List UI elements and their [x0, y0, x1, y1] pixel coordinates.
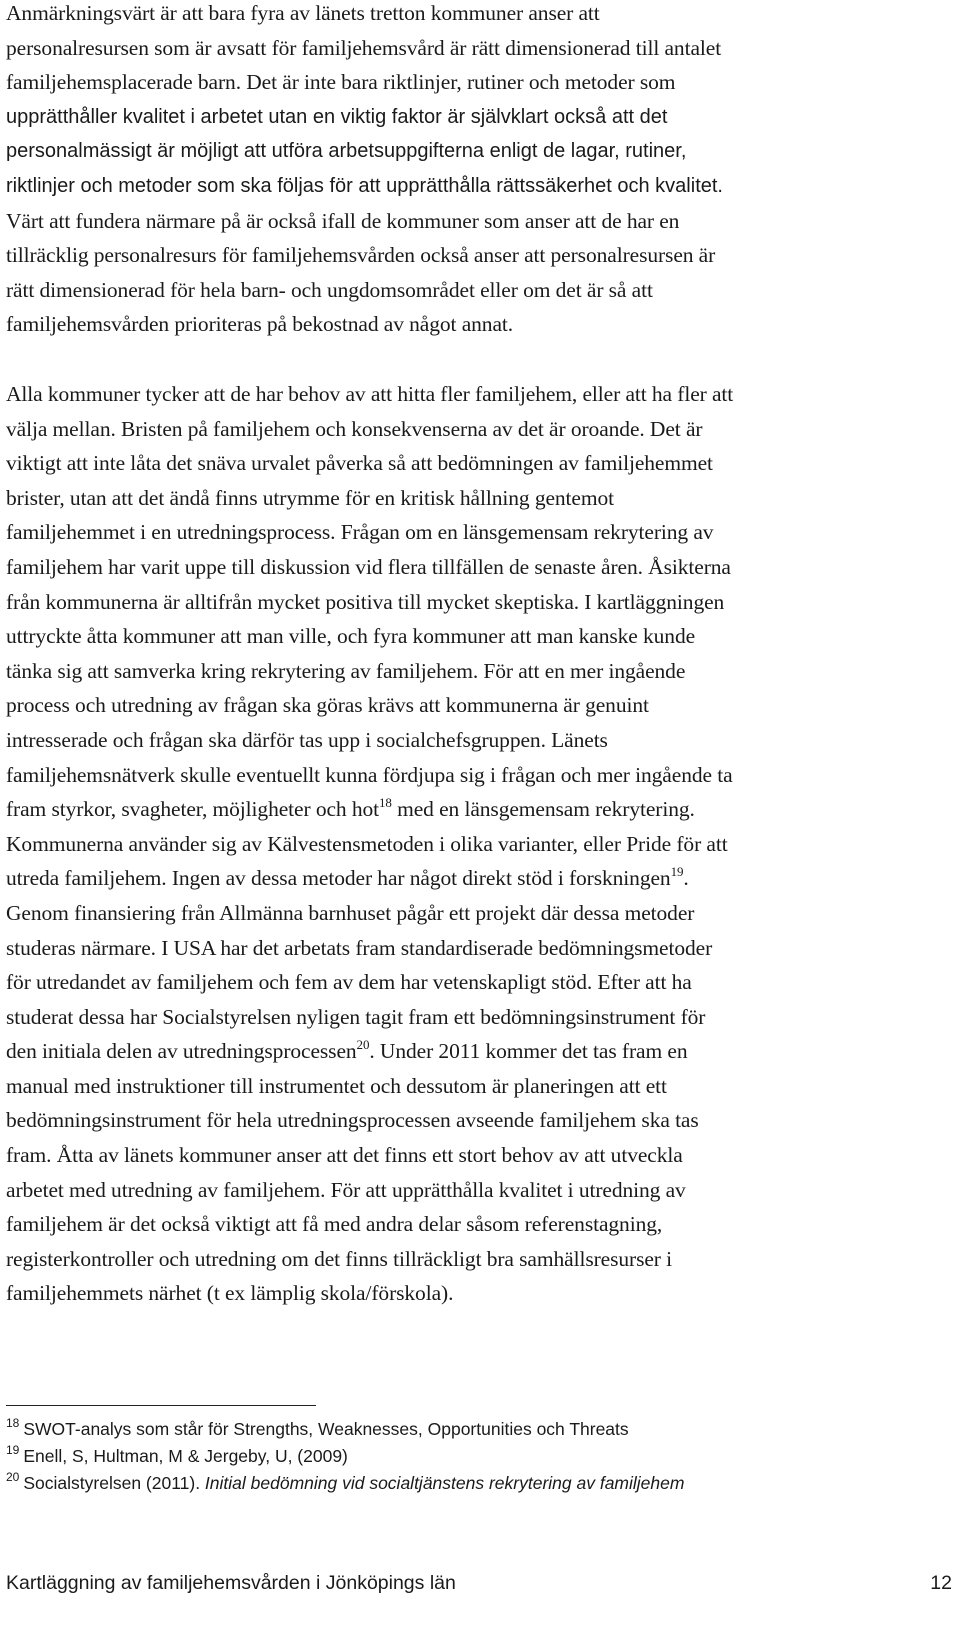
footnote-text: Enell, S, Hultman, M & Jergeby, U, (2009) [23, 1446, 348, 1466]
text-line: personalresursen som är avsatt för familjehemsvård är rätt dimensionerad till antalet [6, 35, 722, 60]
footnote-20 [6, 1470, 936, 1497]
footnote-number: 19 [6, 1443, 20, 1457]
footnote-text: Socialstyrelsen (2011). [23, 1473, 205, 1493]
text-line: studeras närmare. I USA har det arbetats fram standardiserade bedömningsmetoder [6, 935, 713, 960]
text-line: bedömningsinstrument för hela utredningsprocessen avseende familjehem ska tas [6, 1108, 699, 1133]
text-run: . Under 2011 kommer det tas fram en [369, 1039, 688, 1064]
footnote-number: 20 [6, 1470, 20, 1484]
text-line: upprätthåller kvalitet i arbetet utan en viktig faktor är självklart också att det [6, 105, 668, 128]
footnotes [6, 1416, 936, 1497]
text-run: den initiala delen av utredningsprocessen [6, 1039, 357, 1064]
text-line: fram. Åtta av länets kommuner anser att det finns ett stort behov av att utveckla [6, 1143, 683, 1168]
text-line: brister, utan att det ändå finns utrymme för en kritisk hållning gentemot [6, 485, 615, 510]
footnote-italic-title: Initial bedömning vid socialtjänstens rekrytering av familjehem [204, 1473, 685, 1493]
text-run: utreda familjehem. Ingen av dessa metoder har något direkt stöd i forskningen [6, 866, 671, 891]
text-line: familjehemsplacerade barn. Det är inte bara riktlinjer, rutiner och metoder som [6, 70, 676, 95]
text-run: fram styrkor, svagheter, möjligheter och hot [6, 797, 380, 822]
text-line: registerkontroller och utredning om det finns tillräckligt bra samhällsresurser i [6, 1246, 672, 1271]
text-line: familjehemmets närhet (t ex lämplig skola/förskola). [6, 1281, 454, 1306]
paragraph-2 [6, 377, 936, 1311]
paragraph-1 [6, 0, 936, 342]
text-line: från kommunerna är alltifrån mycket positiva till mycket skeptiska. I kartläggningen [6, 589, 725, 614]
text-line: familjehem har varit uppe till diskussion vid flera tillfällen de senaste åren. Åsikterna [6, 554, 731, 579]
text-line: Kommunerna använder sig av Kälvestensmetoden i olika varianter, eller Pride för att [6, 831, 728, 856]
text-line: Anmärkningsvärt är att bara fyra av länets tretton kommuner anser att [6, 1, 600, 25]
text-line: Genom finansiering från Allmänna barnhuset pågår ett projekt där dessa metoder [6, 900, 695, 925]
text-line: intresserade och frågan ska därför tas upp i socialchefsgruppen. Länets [6, 727, 608, 752]
text-line: familjehemsvården prioriteras på bekostnad av något annat. [6, 312, 514, 337]
text-line: familjehem är det också viktigt att få med andra delar såsom referenstagning, [6, 1212, 663, 1237]
text-line: för utredandet av familjehem och fem av dem har vetenskapligt stöd. Efter att ha [6, 970, 692, 995]
text-run: med en länsgemensam rekrytering. [391, 797, 695, 822]
text-line: familjehemmet i en utredningsprocess. Frågan om en länsgemensam rekrytering av [6, 520, 714, 545]
text-run: . [683, 866, 689, 891]
text-line: familjehemsnätverk skulle eventuellt kunna fördjupa sig i frågan och mer ingående ta [6, 762, 733, 787]
footnote-divider [6, 1405, 316, 1406]
text-line: tillräcklig personalresurs för familjehemsvården också anser att personalresursen är [6, 243, 716, 268]
footnote-19 [6, 1443, 936, 1470]
footnote-number: 18 [6, 1416, 20, 1430]
text-line: rätt dimensionerad för hela barn- och ungdomsområdet eller om det är så att [6, 277, 653, 302]
text-line: studerat dessa har Socialstyrelsen nyligen tagit fram ett bedömningsinstrument för [6, 1004, 706, 1029]
text-line [6, 1034, 936, 1069]
text-line: arbetet med utredning av familjehem. För att upprätthålla kvalitet i utredning av [6, 1177, 686, 1202]
text-line [6, 861, 936, 896]
page-number: 12 [930, 1572, 952, 1594]
footnote-text: SWOT-analys som står för Strengths, Weaknesses, Opportunities och Threats [23, 1419, 629, 1439]
text-line: viktigt att inte låta det snäva urvalet påverka så att bedömningen av familjehemmet [6, 451, 713, 476]
footer-title: Kartläggning av familjehemsvården i Jönköpings län [6, 1572, 456, 1594]
text-line: manual med instruktioner till instrumentet och dessutom är planeringen att ett [6, 1073, 667, 1098]
text-line: process och utredning av frågan ska göras krävs att kommunerna är genuint [6, 693, 649, 718]
text-line: Värt att fundera närmare på är också ifall de kommuner som anser att de har en [6, 208, 680, 233]
text-line: riktlinjer och metoder som ska följas för att upprätthålla rättssäkerhet och kvalitet. [6, 174, 723, 197]
text-line [6, 792, 936, 827]
text-line: uttryckte åtta kommuner att man ville, och fyra kommuner att man kanske kunde [6, 624, 696, 649]
text-line: tänka sig att samverka kring rekrytering av familjehem. För att en mer ingående [6, 658, 686, 683]
footnote-reference-18: 18 [379, 795, 392, 811]
footnote-reference-20: 20 [356, 1037, 370, 1053]
footnote-18 [6, 1416, 936, 1443]
text-line: Alla kommuner tycker att de har behov av att hitta fler familjehem, eller att ha fler att [6, 382, 734, 406]
footnote-reference-19: 19 [670, 864, 684, 880]
text-line: välja mellan. Bristen på familjehem och konsekvenserna av det är oroande. Det är [6, 416, 703, 441]
text-line: personalmässigt är möjligt att utföra arbetsuppgifterna enligt de lagar, rutiner, [6, 140, 687, 163]
